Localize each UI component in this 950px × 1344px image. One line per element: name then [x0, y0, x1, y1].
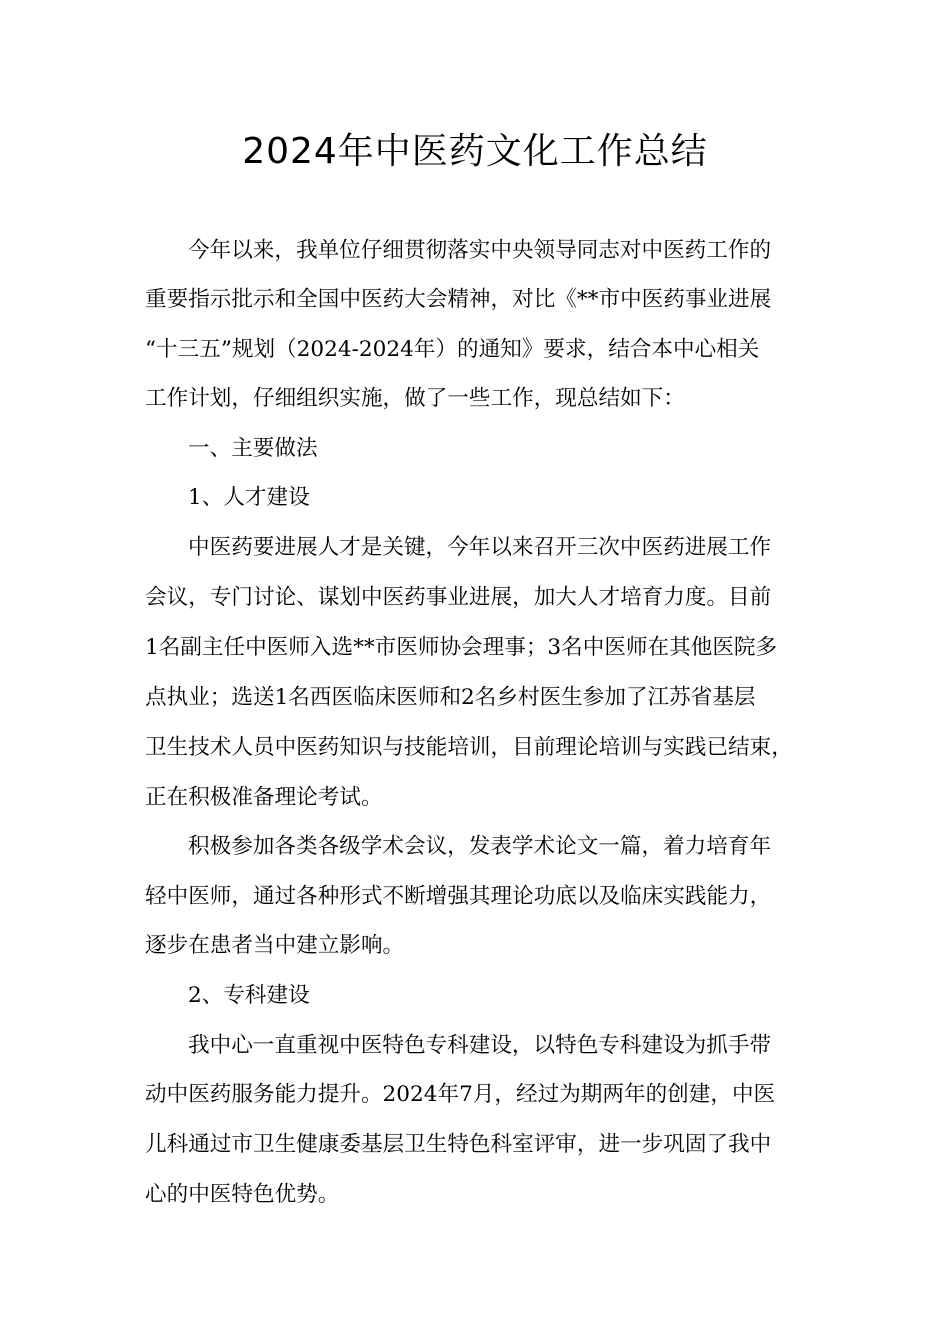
paragraph-line: 会议，专门讨论、谋划中医药事业进展，加大人才培育力度。目前 [145, 585, 772, 610]
subsection-heading: 2、专科建设 [188, 983, 310, 1008]
paragraph-line: 我中心一直重视中医特色专科建设，以特色专科建设为抓手带 [188, 1033, 772, 1058]
document-title: 2024年中医药文化工作总结 [242, 131, 708, 172]
paragraph-line: 今年以来，我单位仔细贯彻落实中央领导同志对中医药工作的 [188, 238, 772, 263]
paragraph-line: 逐步在患者当中建立影响。 [145, 933, 405, 958]
section-heading: 一、主要做法 [188, 436, 318, 461]
paragraph-line: 积极参加各类各级学术会议，发表学术论文一篇，着力培育年 [188, 834, 772, 859]
paragraph-line: 重要指示批示和全国中医药大会精神，对比《**市中医药事业进展 [145, 287, 772, 312]
paragraph-line: 中医药要进展人才是关键，今年以来召开三次中医药进展工作 [188, 535, 772, 560]
paragraph-line: 正在积极准备理论考试。 [145, 785, 383, 810]
paragraph-line: 动中医药服务能力提升。2024年7月，经过为期两年的创建，中医 [145, 1082, 776, 1107]
paragraph-line: 轻中医师，通过各种形式不断增强其理论功底以及临床实践能力， [145, 884, 772, 909]
paragraph-line: 心的中医特色优势。 [145, 1182, 340, 1207]
paragraph-line: 点执业；选送1名西医临床医师和2名乡村医生参加了江苏省基层 [145, 685, 756, 710]
paragraph-line: 工作计划，仔细组织实施，做了一些工作，现总结如下： [145, 386, 685, 411]
paragraph-line: 卫生技术人员中医药知识与技能培训，目前理论培训与实践已结束， [145, 735, 793, 760]
paragraph-line: “十三五”规划（2024-2024年）的通知》要求，结合本中心相关 [145, 337, 760, 362]
paragraph-line: 1名副主任中医师入选**市医师协会理事；3名中医师在其他医院多 [145, 635, 778, 660]
paragraph-line: 儿科通过市卫生健康委基层卫生特色科室评审，进一步巩固了我中 [145, 1132, 772, 1157]
subsection-heading: 1、人才建设 [188, 485, 310, 510]
